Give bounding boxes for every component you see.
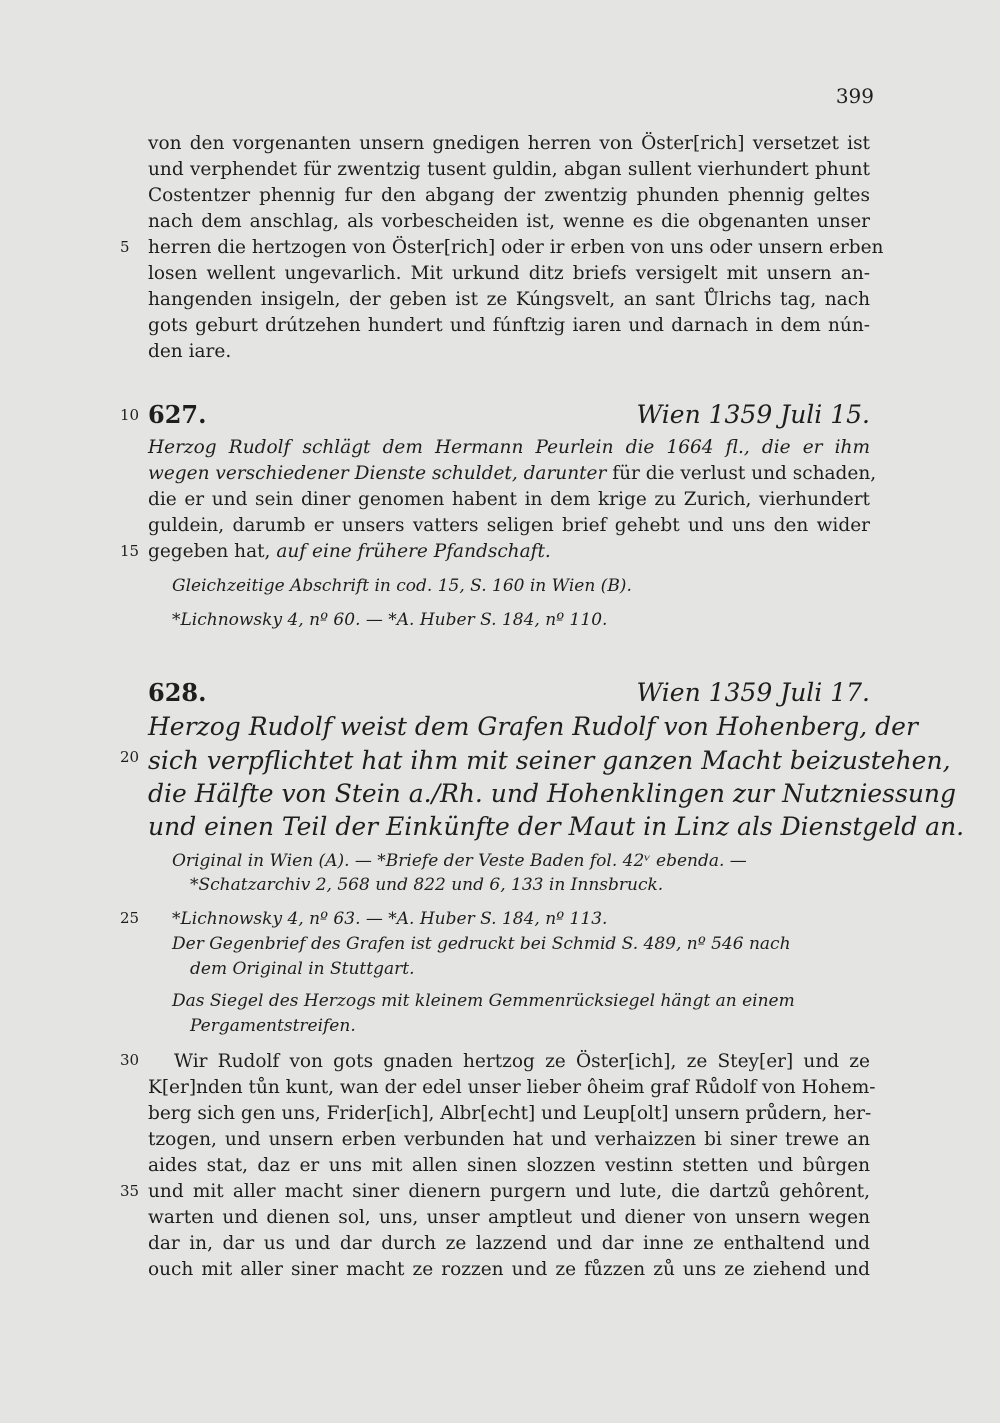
document-number: 627. xyxy=(148,400,207,429)
line-number: 35 xyxy=(120,1182,140,1200)
charter-line: tzogen, und unsern erben verbunden hat und verhaizzen bi siner trewe an xyxy=(148,1129,870,1150)
regest-roman: gegeben hat, xyxy=(148,541,271,562)
regest-line: sich verpflichtet hat ihm mit seiner ganzen Macht beizustehen, xyxy=(148,746,951,775)
regest-roman: für die verlust und schaden, xyxy=(612,463,877,484)
line-number: 30 xyxy=(120,1051,140,1069)
source-note: Pergamentstreifen. xyxy=(190,1016,356,1036)
document-date: Wien 1359 Juli 15. xyxy=(636,400,870,429)
source-note: Original in Wien (A). — *Briefe der Veste Baden fol. 42ᵛ ebenda. — xyxy=(172,851,747,871)
document-number: 628. xyxy=(148,678,207,707)
regest-line: die er und sein diner genomen habent in dem krige zu Zurich, vierhundert xyxy=(148,489,870,510)
source-note: *Lichnowsky 4, nº 63. — *A. Huber S. 184, nº 113. xyxy=(172,909,608,929)
charter-line: Wir Rudolf von gots gnaden hertzog ze Öster[ich], ze Stey[er] und ze xyxy=(174,1051,870,1072)
text-line: hangenden insigeln, der geben ist ze Kúngsvelt, an sant Ůlrichs tag, nach xyxy=(148,289,870,310)
text-line: und verphendet für zwentzig tusent guldin, abgan sullent vierhundert phunt xyxy=(148,159,870,180)
regest-line: Herzog Rudolf schlägt dem Hermann Peurlein die 1664 fl., die er ihm xyxy=(148,437,870,458)
line-number: 15 xyxy=(120,542,140,560)
regest-italic: wegen verschiedener Dienste schuldet, darunter xyxy=(148,463,607,484)
source-note: *Lichnowsky 4, nº 60. — *A. Huber S. 184, nº 110. xyxy=(172,610,608,630)
text-line: den iare. xyxy=(148,341,232,362)
charter-line: ouch mit aller siner macht ze rozzen und ze fůzzen zů uns ze ziehend und xyxy=(148,1259,870,1280)
regest-line: die Hälfte von Stein a./Rh. und Hohenklingen zur Nutzniessung xyxy=(148,779,957,808)
page-number: 399 xyxy=(835,84,874,108)
document-date: Wien 1359 Juli 17. xyxy=(636,678,870,707)
source-note: Das Siegel des Herzogs mit kleinem Gemmenrücksiegel hängt an einem xyxy=(172,991,795,1011)
regest-line: und einen Teil der Einkünfte der Maut in Linz als Dienstgeld an. xyxy=(148,812,965,841)
source-note: Der Gegenbrief des Grafen ist gedruckt bei Schmid S. 489, nº 546 nach xyxy=(172,934,791,954)
source-note: dem Original in Stuttgart. xyxy=(190,959,415,979)
regest-line xyxy=(148,461,877,486)
charter-line: warten und dienen sol, uns, unser amptleut und diener von unsern wegen xyxy=(148,1207,870,1228)
regest-italic: auf eine frühere Pfandschaft. xyxy=(276,541,551,562)
line-number: 5 xyxy=(120,238,130,256)
charter-line: aides stat, daz er uns mit allen sinen slozzen vestinn stetten und bûrgen xyxy=(148,1155,870,1176)
charter-line: dar in, dar us und dar durch ze lazzend und dar inne ze enthaltend und xyxy=(148,1233,870,1254)
regest-line xyxy=(148,539,870,564)
charter-line: K[er]nden tůn kunt, wan der edel unser lieber ôheim graf Růdolf von Hohem- xyxy=(148,1077,876,1098)
source-note: *Schatzarchiv 2, 568 und 822 und 6, 133 in Innsbruck. xyxy=(190,875,664,895)
regest-line: Herzog Rudolf weist dem Grafen Rudolf von Hohenberg, der xyxy=(148,712,918,741)
line-number: 25 xyxy=(120,909,140,927)
text-line: nach dem anschlag, als vorbescheiden ist, wenne es die obgenanten unser xyxy=(148,211,870,232)
text-line: Costentzer phennig fur den abgang der zwentzig phunden phennig geltes xyxy=(148,185,870,206)
regest-line: guldein, darumb er unsers vatters seligen brief gehebt und uns den wider xyxy=(148,515,870,536)
text-line: herren die hertzogen von Öster[rich] oder ir erben von uns oder unsern erben xyxy=(148,237,884,258)
text-line: gots geburt drútzehen hundert und fúnftzig iaren und darnach in dem nún- xyxy=(148,315,870,336)
text-line: von den vorgenanten unsern gnedigen herren von Öster[rich] versetzet ist xyxy=(148,133,870,154)
charter-line: berg sich gen uns, Frider[ich], Albr[echt] und Leup[olt] unsern průdern, her- xyxy=(148,1103,872,1124)
text-line: losen wellent ungevarlich. Mit urkund ditz briefs versigelt mit unsern an- xyxy=(148,263,870,284)
line-number: 10 xyxy=(120,406,140,424)
charter-line: und mit aller macht siner dienern purgern und lute, die dartzů gehôrent, xyxy=(148,1181,870,1202)
line-number: 20 xyxy=(120,748,140,766)
source-note: Gleichzeitige Abschrift in cod. 15, S. 160 in Wien (B). xyxy=(172,576,632,596)
